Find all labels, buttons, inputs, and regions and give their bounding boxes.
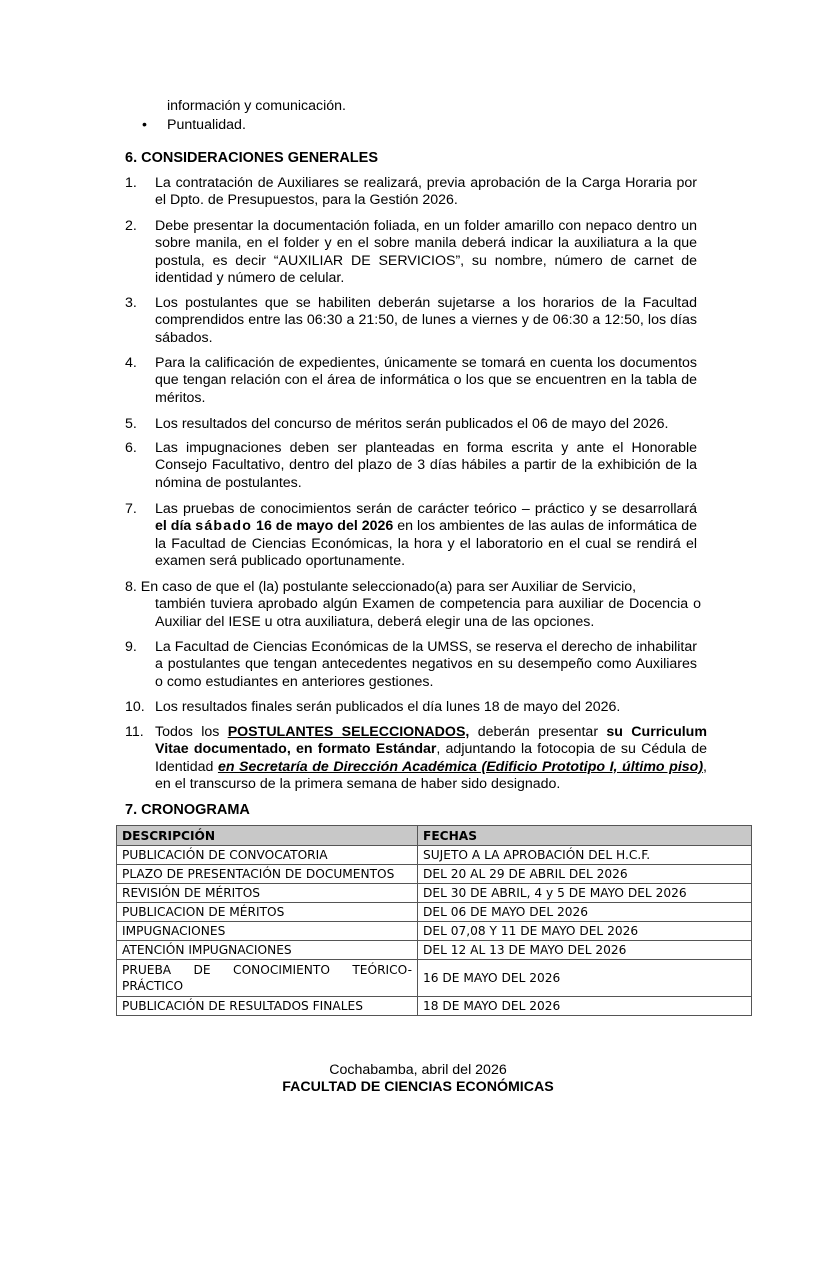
table-cell: PLAZO DE PRESENTACIÓN DE DOCUMENTOS (117, 865, 418, 884)
table-cell (117, 960, 418, 997)
table-cell: ATENCIÓN IMPUGNACIONES (117, 941, 418, 960)
item-text-rest: también tuviera aprobado algún Examen de competencia para auxiliar de Docencia o Auxiliar del IESE u otra auxiliatura, deberá elegir una de las opciones. (155, 596, 701, 630)
table-cell: PUBLICACIÓN DE RESULTADOS FINALES (117, 997, 418, 1016)
table-cell: DEL 07,08 Y 11 DE MAYO DEL 2026 (418, 922, 752, 941)
table-cell: 16 DE MAYO DEL 2026 (418, 960, 752, 997)
item-text: Para la calificación de expedientes, únicamente se tomará en cuenta los documentos que tengan relación con el área de informática o los que se encuentren en la tabla de méritos. (155, 355, 697, 406)
item-number: 11. (125, 724, 144, 740)
item-number: 4. (125, 355, 137, 371)
table-row (117, 865, 752, 884)
list-item (125, 440, 697, 492)
section-6-title: 6. CONSIDERACIONES GENERALES (125, 150, 378, 166)
item-number: 7. (125, 501, 137, 517)
item-text-first-line: 8. En caso de que el (la) postulante seleccionado(a) para ser Auxiliar de Servicio, (125, 579, 637, 595)
item-number: 9. (125, 639, 137, 655)
list-item (125, 175, 697, 210)
table-row (117, 903, 752, 922)
list-item (125, 724, 707, 793)
item-number: 3. (125, 295, 137, 311)
table-header-row (117, 826, 752, 846)
list-item (125, 355, 697, 407)
table-cell: DEL 12 AL 13 DE MAYO DEL 2026 (418, 941, 752, 960)
bullet-icon: • (142, 117, 147, 133)
item-text: Los resultados del concurso de méritos serán publicados el 06 de mayo del 2026. (155, 416, 669, 432)
table-row (117, 997, 752, 1016)
footer-institution: FACULTAD DE CIENCIAS ECONÓMICAS (282, 1079, 554, 1095)
table-cell-line: PRÁCTICO (122, 979, 184, 993)
table-cell: DEL 30 DE ABRIL, 4 y 5 DE MAYO DEL 2026 (418, 884, 752, 903)
list-item (125, 699, 697, 716)
list-item (125, 416, 697, 433)
table-row (117, 941, 752, 960)
list-item (125, 639, 697, 691)
list-item (125, 295, 697, 347)
section-7-title: 7. CRONOGRAMA (125, 802, 250, 818)
footer-place-date: Cochabamba, abril del 2026 (329, 1062, 507, 1078)
item-text: Las impugnaciones deben ser planteadas en forma escrita y ante el Honorable Consejo Facultativo, dentro del plazo de 3 días hábiles a partir de la exhibición de la nómina de postulantes. (155, 440, 697, 491)
table-cell: 18 DE MAYO DEL 2026 (418, 997, 752, 1016)
item-text: Debe presentar la documentación foliada, en un folder amarillo con nepaco dentro un sobre manila, en el folder y en el sobre manila deberá indicar la auxiliatura a la que postula, es decir “AUXILIAR DE SERVICIOS”, su nombre, número de carnet de identidad y número de celular. (155, 218, 697, 286)
continuation-text: información y comunicación. (167, 98, 346, 114)
list-item (125, 501, 697, 570)
table-row (117, 884, 752, 903)
item-text: Los postulantes que se habiliten deberán sujetarse a los horarios de la Facultad comprendidos entre las 06:30 a 21:50, de lunes a viernes y de 06:30 a 12:50, los días sábados. (155, 295, 697, 346)
table-row (117, 922, 752, 941)
table-header-cell: FECHAS (418, 826, 752, 846)
table-cell: SUJETO A LA APROBACIÓN DEL H.C.F. (418, 846, 752, 865)
item-text: Las pruebas de conocimientos serán de carácter teórico – práctico y se desarrollará el día sábado 16 de mayo del 2026 en los ambientes de las aulas de informática de la Facultad de Ciencias Económicas, la hora y el laboratorio en el cual se rendirá el examen será publicado oportunamente. (155, 501, 697, 569)
item-text: La contratación de Auxiliares se realizará, previa aprobación de la Carga Horaria por el Dpto. de Presupuestos, para la Gestión 2026. (155, 175, 697, 209)
item-number: 1. (125, 175, 137, 191)
table-header-cell: DESCRIPCIÓN (117, 826, 418, 846)
bullet-text: Puntualidad. (167, 117, 246, 133)
list-item (125, 218, 697, 287)
item-text: Todos los POSTULANTES SELECCIONADOS, deberán presentar su Curriculum Vitae documentado, en formato Estándar, adjuntando la fotocopia de su Cédula de Identidad en Secretaría de Dirección Académica (Edificio Prototipo I, último piso), en el transcurso de la primera semana de haber sido designado. (155, 724, 707, 792)
schedule-table (116, 825, 752, 1016)
table-row (117, 960, 752, 997)
item-number: 5. (125, 416, 137, 432)
table-cell: REVISIÓN DE MÉRITOS (117, 884, 418, 903)
table-cell: PUBLICACIÓN DE CONVOCATORIA (117, 846, 418, 865)
table-cell: IMPUGNACIONES (117, 922, 418, 941)
item-text: Los resultados finales serán publicados el día lunes 18 de mayo del 2026. (155, 699, 621, 715)
table-cell: DEL 06 DE MAYO DEL 2026 (418, 903, 752, 922)
table-cell: DEL 20 AL 29 DE ABRIL DEL 2026 (418, 865, 752, 884)
item-text: La Facultad de Ciencias Económicas de la UMSS, se reserva el derecho de inhabilitar a postulantes que tengan antecedentes negativos en su desempeño como Auxiliares o como estudiantes en anteriores gestiones. (155, 639, 697, 690)
table-row (117, 846, 752, 865)
item-number: 6. (125, 440, 137, 456)
item-number: 2. (125, 218, 137, 234)
table-cell: PUBLICACION DE MÉRITOS (117, 903, 418, 922)
list-item (125, 579, 701, 631)
table-cell-line: PRUEBA DE CONOCIMIENTO TEÓRICO- (122, 963, 412, 977)
item-number: 10. (125, 699, 145, 715)
